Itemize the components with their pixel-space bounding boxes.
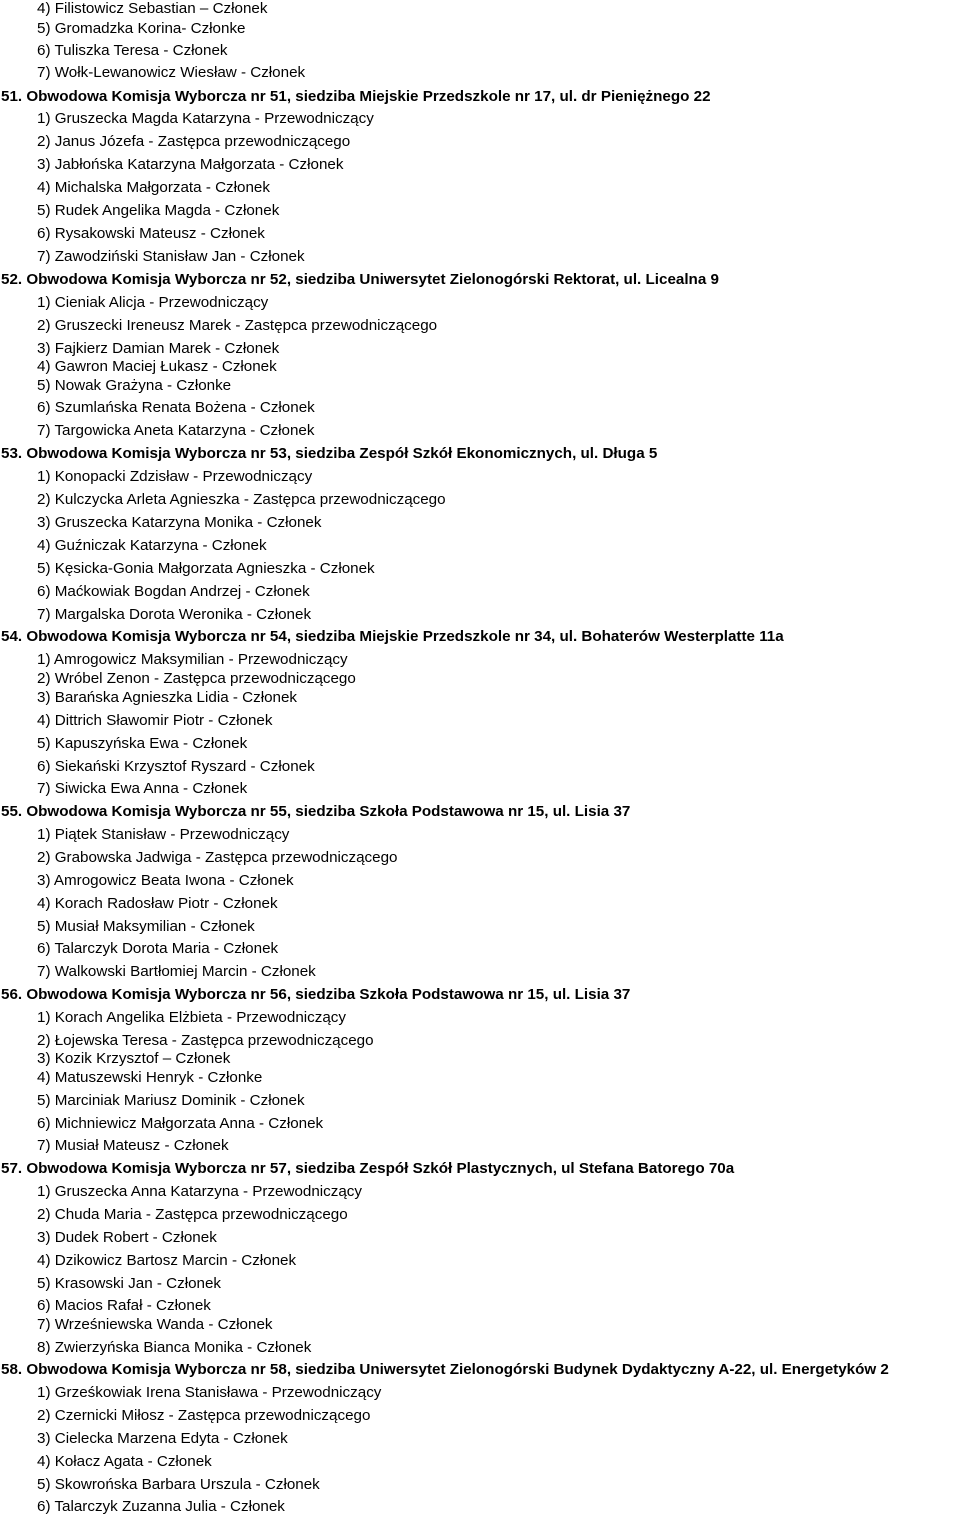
commission-heading: 51. Obwodowa Komisja Wyborcza nr 51, siedziba Miejskie Przedszkole nr 17, ul. dr Pieniężnego 22 xyxy=(1,88,711,105)
member-line: 4) Filistowicz Sebastian – Członek xyxy=(37,0,268,17)
member-line: 6) Macios Rafał - Członek xyxy=(37,1297,211,1314)
member-line: 3) Amrogowicz Beata Iwona - Członek xyxy=(37,872,294,889)
member-line: 2) Chuda Maria - Zastępca przewodniczącego xyxy=(37,1206,348,1223)
member-line: 6) Michniewicz Małgorzata Anna - Członek xyxy=(37,1115,324,1132)
member-line: 5) Skowrońska Barbara Urszula - Członek xyxy=(37,1476,320,1493)
member-line: 3) Jabłońska Katarzyna Małgorzata - Członek xyxy=(37,156,344,173)
commission-heading: 52. Obwodowa Komisja Wyborcza nr 52, siedziba Uniwersytet Zielonogórski Rektorat, ul. Licealna 9 xyxy=(1,271,719,288)
member-line: 4) Matuszewski Henryk - Członke xyxy=(37,1069,263,1086)
member-line: 6) Siekański Krzysztof Ryszard - Członek xyxy=(37,758,315,775)
member-line: 7) Zawodziński Stanisław Jan - Członek xyxy=(37,248,305,265)
member-line: 2) Janus Józefa - Zastępca przewodniczącego xyxy=(37,133,351,150)
member-line: 5) Kapuszyńska Ewa - Członek xyxy=(37,735,248,752)
member-line: 2) Łojewska Teresa - Zastępca przewodniczącego xyxy=(37,1032,374,1049)
member-line: 7) Wołk-Lewanowicz Wiesław - Członek xyxy=(37,64,306,81)
member-line: 2) Wróbel Zenon - Zastępca przewodniczącego xyxy=(37,670,356,687)
commission-heading: 57. Obwodowa Komisja Wyborcza nr 57, siedziba Zespół Szkół Plastycznych, ul Stefana Batorego 70a xyxy=(1,1160,735,1177)
member-line: 7) Siwicka Ewa Anna - Członek xyxy=(37,780,248,797)
member-line: 2) Kulczycka Arleta Agnieszka - Zastępca przewodniczącego xyxy=(37,491,446,508)
commission-heading: 58. Obwodowa Komisja Wyborcza nr 58, siedziba Uniwersytet Zielonogórski Budynek Dydaktyczny A-22, ul. Energetyków 2 xyxy=(1,1361,889,1378)
member-line: 6) Szumlańska Renata Bożena - Członek xyxy=(37,399,315,416)
member-line: 7) Musiał Mateusz - Członek xyxy=(37,1137,229,1154)
member-line: 2) Gruszecki Ireneusz Marek - Zastępca przewodniczącego xyxy=(37,317,438,334)
member-line: 8) Zwierzyńska Bianca Monika - Członek xyxy=(37,1339,312,1356)
member-line: 1) Grześkowiak Irena Stanisława - Przewodniczący xyxy=(37,1384,382,1401)
member-line: 1) Cieniak Alicja - Przewodniczący xyxy=(37,294,269,311)
member-line: 3) Cielecka Marzena Edyta - Członek xyxy=(37,1430,288,1447)
member-line: 3) Dudek Robert - Członek xyxy=(37,1229,217,1246)
member-line: 3) Gruszecka Katarzyna Monika - Członek xyxy=(37,514,322,531)
member-line: 1) Amrogowicz Maksymilian - Przewodniczący xyxy=(37,651,348,668)
member-line: 1) Gruszecka Anna Katarzyna - Przewodniczący xyxy=(37,1183,362,1200)
member-line: 1) Konopacki Zdzisław - Przewodniczący xyxy=(37,468,313,485)
member-line: 6) Talarczyk Zuzanna Julia - Członek xyxy=(37,1498,285,1515)
member-line: 5) Musiał Maksymilian - Członek xyxy=(37,918,255,935)
member-line: 5) Krasowski Jan - Członek xyxy=(37,1275,222,1292)
member-line: 7) Walkowski Bartłomiej Marcin - Członek xyxy=(37,963,316,980)
member-line: 3) Barańska Agnieszka Lidia - Członek xyxy=(37,689,298,706)
member-line: 6) Tuliszka Teresa - Członek xyxy=(37,42,228,59)
member-line: 7) Margalska Dorota Weronika - Członek xyxy=(37,606,312,623)
member-line: 3) Fajkierz Damian Marek - Członek xyxy=(37,340,280,357)
member-line: 6) Rysakowski Mateusz - Członek xyxy=(37,225,265,242)
commission-heading: 56. Obwodowa Komisja Wyborcza nr 56, siedziba Szkoła Podstawowa nr 15, ul. Lisia 37 xyxy=(1,986,631,1003)
member-line: 2) Czernicki Miłosz - Zastępca przewodniczącego xyxy=(37,1407,371,1424)
member-line: 4) Dittrich Sławomir Piotr - Członek xyxy=(37,712,273,729)
member-line: 5) Gromadzka Korina- Członke xyxy=(37,20,246,37)
commission-heading: 55. Obwodowa Komisja Wyborcza nr 55, siedziba Szkoła Podstawowa nr 15, ul. Lisia 37 xyxy=(1,803,631,820)
member-line: 7) Wrześniewska Wanda - Członek xyxy=(37,1316,273,1333)
commission-heading: 53. Obwodowa Komisja Wyborcza nr 53, siedziba Zespół Szkół Ekonomicznych, ul. Długa 5 xyxy=(1,445,658,462)
member-line: 1) Gruszecka Magda Katarzyna - Przewodniczący xyxy=(37,110,374,127)
member-line: 4) Kołacz Agata - Członek xyxy=(37,1453,212,1470)
member-line: 4) Michalska Małgorzata - Członek xyxy=(37,179,270,196)
member-line: 4) Gawron Maciej Łukasz - Członek xyxy=(37,358,277,375)
member-line: 1) Piątek Stanisław - Przewodniczący xyxy=(37,826,290,843)
member-line: 4) Korach Radosław Piotr - Członek xyxy=(37,895,278,912)
member-line: 4) Guźniczak Katarzyna - Członek xyxy=(37,537,267,554)
commission-heading: 54. Obwodowa Komisja Wyborcza nr 54, siedziba Miejskie Przedszkole nr 34, ul. Bohaterów Westerplatte 11a xyxy=(1,628,784,645)
member-line: 5) Nowak Grażyna - Członke xyxy=(37,377,232,394)
member-line: 6) Maćkowiak Bogdan Andrzej - Członek xyxy=(37,583,310,600)
member-line: 1) Korach Angelika Elżbieta - Przewodniczący xyxy=(37,1009,346,1026)
member-line: 5) Kęsicka-Gonia Małgorzata Agnieszka - Członek xyxy=(37,560,375,577)
member-line: 4) Dzikowicz Bartosz Marcin - Członek xyxy=(37,1252,297,1269)
member-line: 5) Rudek Angelika Magda - Członek xyxy=(37,202,280,219)
member-line: 3) Kozik Krzysztof – Członek xyxy=(37,1050,231,1067)
member-line: 2) Grabowska Jadwiga - Zastępca przewodniczącego xyxy=(37,849,398,866)
member-line: 5) Marciniak Mariusz Dominik - Członek xyxy=(37,1092,305,1109)
member-line: 7) Targowicka Aneta Katarzyna - Członek xyxy=(37,422,315,439)
member-line: 6) Talarczyk Dorota Maria - Członek xyxy=(37,940,279,957)
